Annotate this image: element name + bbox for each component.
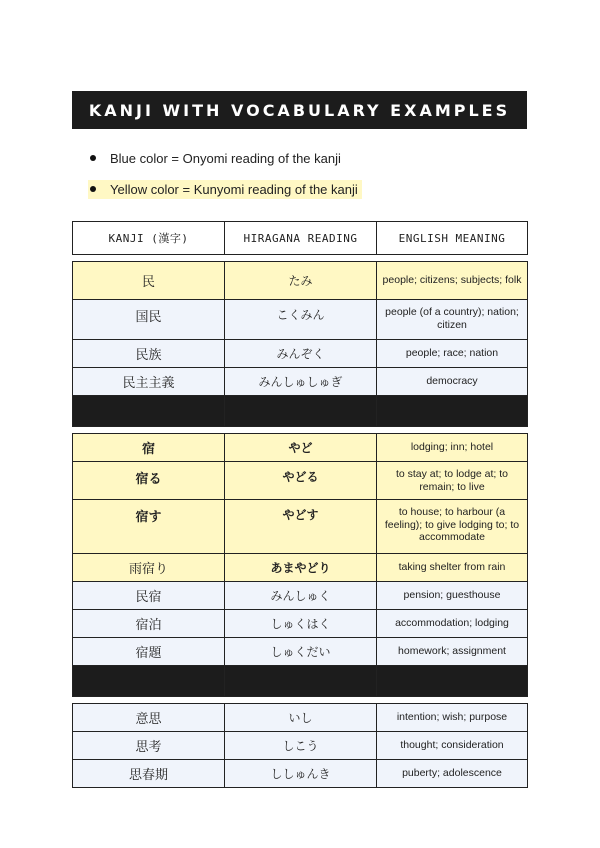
kana-cell: やどす [225,500,377,554]
header-hiragana: HIRAGANA READING [225,222,377,255]
kana-cell: あまやどり [225,554,377,582]
kana-cell: ししゅんき [225,760,377,788]
table-row [73,610,528,638]
header-english: ENGLISH MEANING [377,222,528,255]
table-row [73,638,528,666]
kana-cell: みんしゅく [225,582,377,610]
kanji-cell: 宿題 [73,638,225,666]
kana-cell: しこう [225,732,377,760]
meaning-cell: pension; guesthouse [377,582,528,610]
kana-cell: たみ [225,262,377,300]
meaning-cell: people; race; nation [377,340,528,368]
meaning-cell: lodging; inn; hotel [377,434,528,462]
meaning-cell: thought; consideration [377,732,528,760]
kana-cell: こくみん [225,300,377,340]
kanji-cell: 思春期 [73,760,225,788]
kanji-cell: 民族 [73,340,225,368]
kana-cell: しゅくはく [225,610,377,638]
kanji-cell: 宿 [73,434,225,462]
kana-cell: いし [225,704,377,732]
kanji-cell: 国民 [73,300,225,340]
separator-row [73,666,528,697]
kanji-cell: 雨宿り [73,554,225,582]
table-row [73,732,528,760]
legend-kunyomi [88,180,362,199]
kanji-cell: 民宿 [73,582,225,610]
table-row [73,434,528,462]
kana-cell: やど [225,434,377,462]
kana-cell: やどる [225,462,377,500]
legend-onyomi [90,151,341,166]
table-row [73,340,528,368]
kanji-cell: 民主主義 [73,368,225,396]
kanji-cell: 宿泊 [73,610,225,638]
bullet-icon [90,186,96,192]
kanji-cell: 宿る [73,462,225,500]
kana-cell: しゅくだい [225,638,377,666]
table-row [73,704,528,732]
meaning-cell: puberty; adolescence [377,760,528,788]
meaning-cell: to stay at; to lodge at; to remain; to live [377,462,528,500]
table-row [73,760,528,788]
meaning-cell: democracy [377,368,528,396]
table-header-row [73,222,528,255]
meaning-cell: intention; wish; purpose [377,704,528,732]
header-kanji: KANJI (漢字) [73,222,225,255]
kana-cell: みんぞく [225,340,377,368]
table-row [73,582,528,610]
kanji-cell: 意思 [73,704,225,732]
kanji-cell: 思考 [73,732,225,760]
legend-onyomi-text: Blue color = Onyomi reading of the kanji [110,151,341,166]
table-row [73,500,528,554]
meaning-cell: taking shelter from rain [377,554,528,582]
table-row [73,300,528,340]
table-row [73,462,528,500]
legend-kunyomi-text: Yellow color = Kunyomi reading of the kanji [110,182,358,197]
vocab-table [72,221,528,788]
kanji-cell: 民 [73,262,225,300]
meaning-cell: accommodation; lodging [377,610,528,638]
table-row [73,262,528,300]
kana-cell: みんしゅしゅぎ [225,368,377,396]
kanji-cell: 宿す [73,500,225,554]
meaning-cell: homework; assignment [377,638,528,666]
table-row [73,368,528,396]
meaning-cell: people (of a country); nation; citizen [377,300,528,340]
meaning-cell: people; citizens; subjects; folk [377,262,528,300]
bullet-icon [90,155,96,161]
table-row [73,554,528,582]
meaning-cell: to house; to harbour (a feeling); to give lodging to; to accommodate [377,500,528,554]
page-title: KANJI WITH VOCABULARY EXAMPLES [72,91,527,129]
separator-row [73,396,528,427]
